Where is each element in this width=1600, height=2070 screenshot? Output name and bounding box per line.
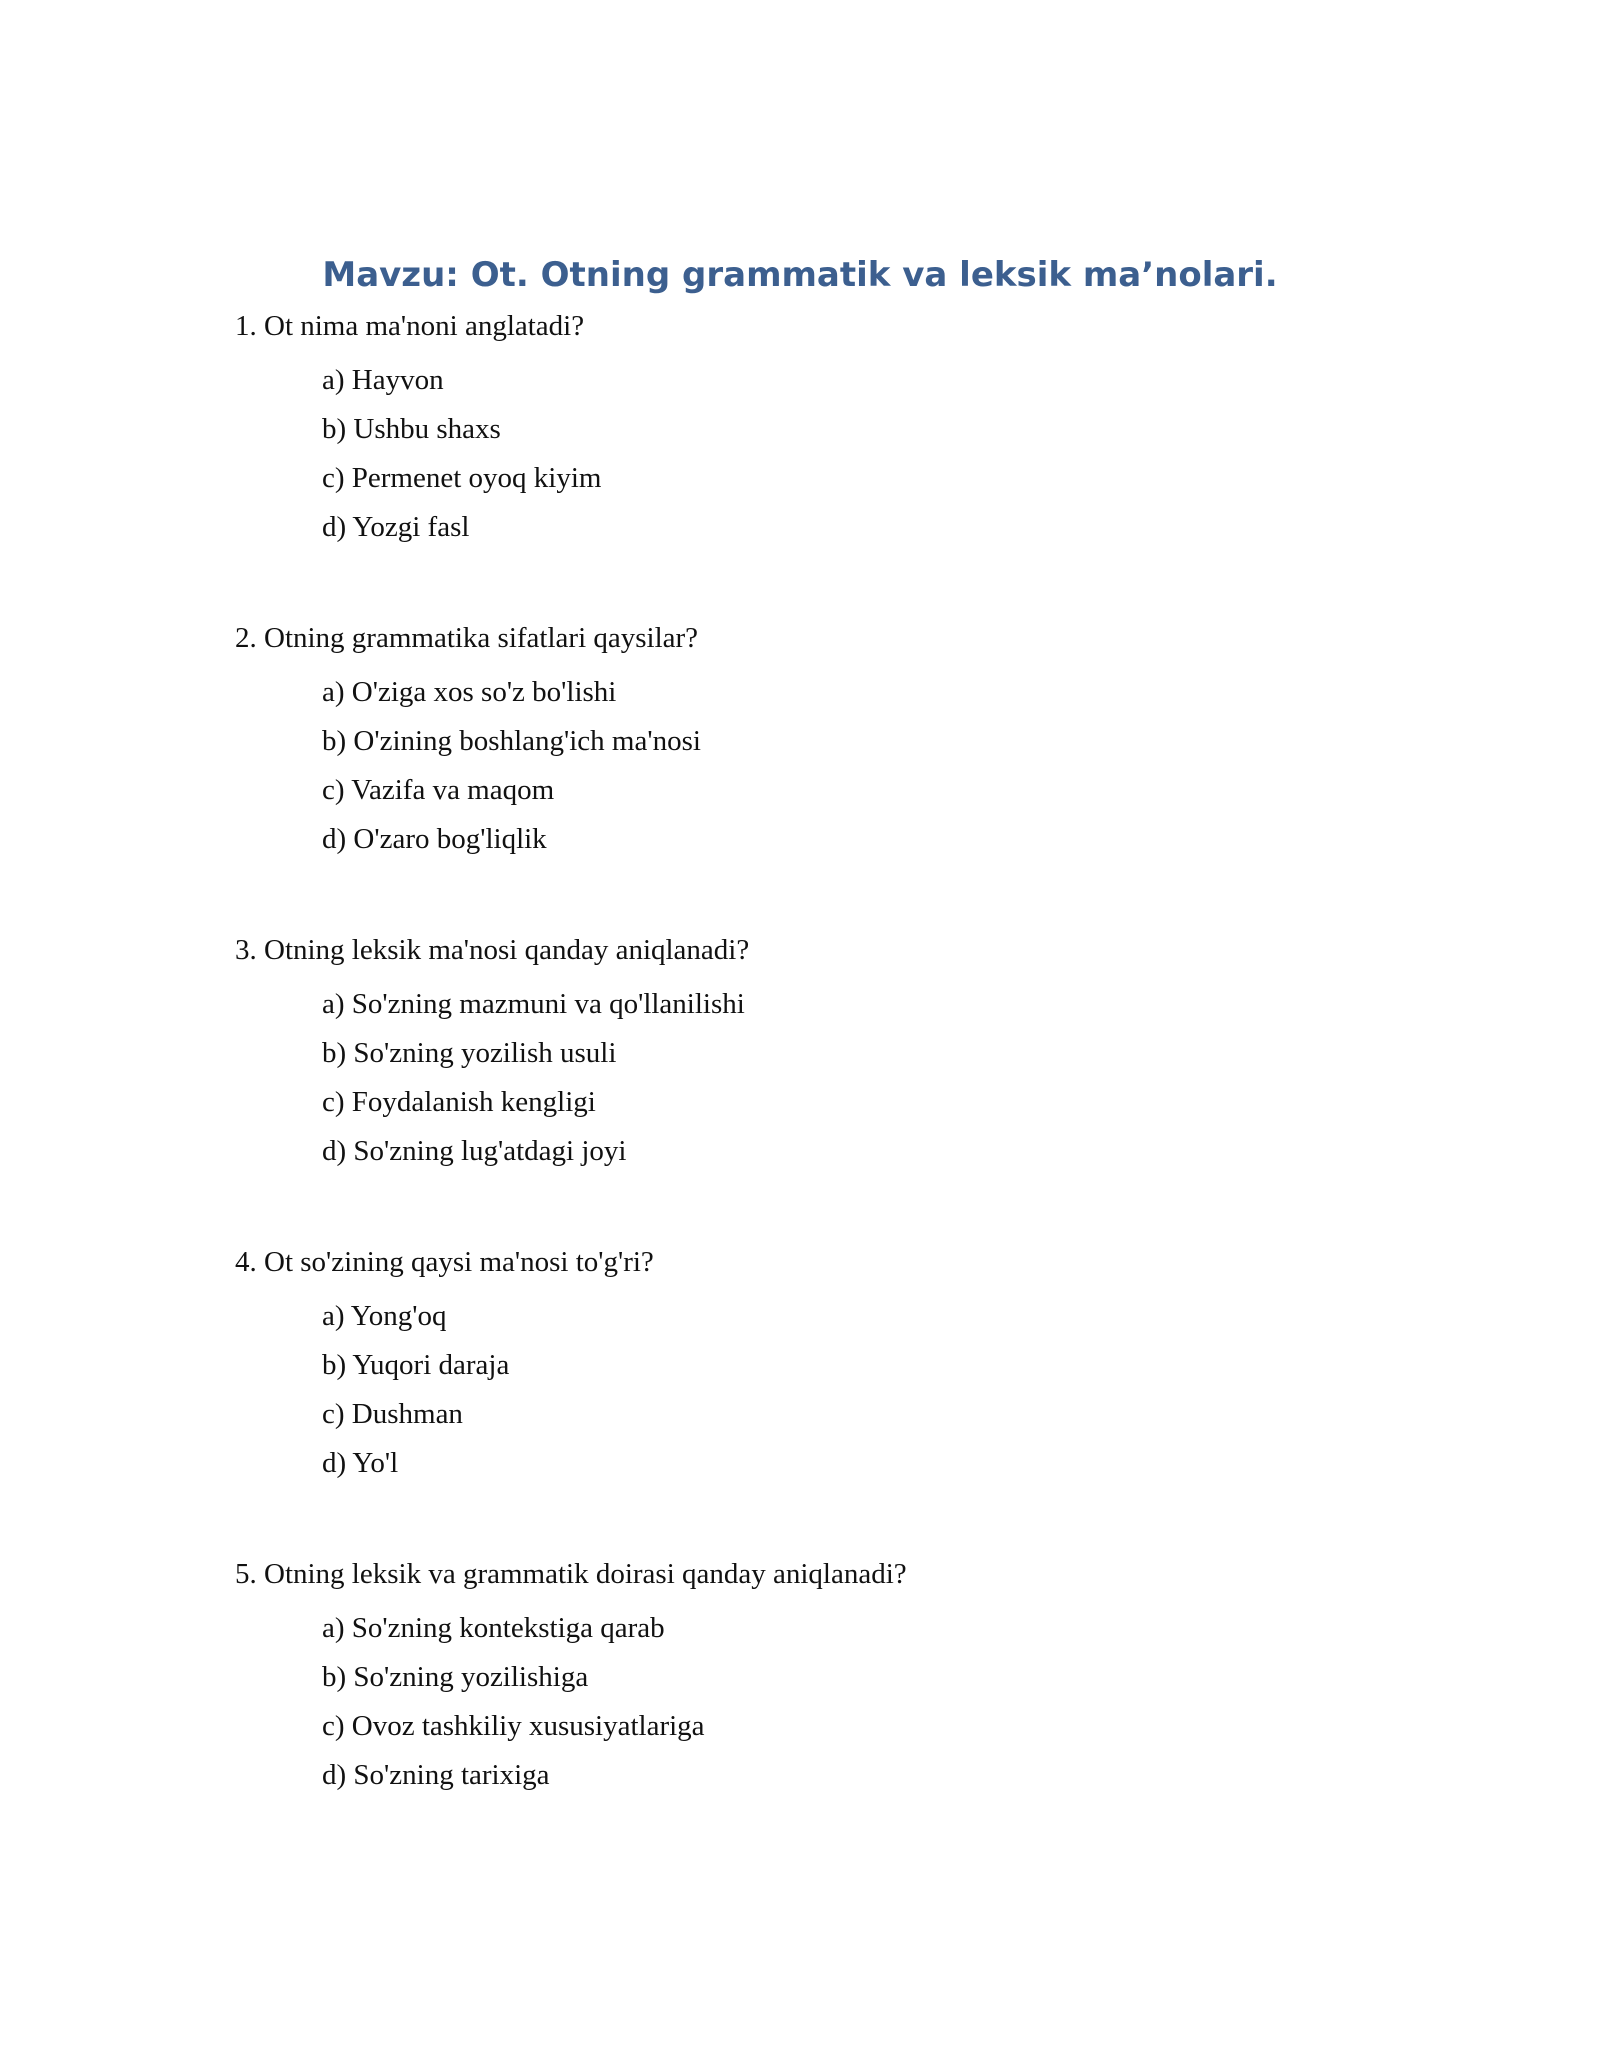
question-text: 5. Otning leksik va grammatik doirasi qanday aniqlanadi?	[235, 1558, 907, 1590]
answer-option-b: b) Ushbu shaxs	[322, 413, 501, 445]
answer-option-d: d) Yo'l	[322, 1447, 399, 1479]
answer-options	[235, 1292, 1435, 1488]
answer-option-c: c) Permenet oyoq kiyim	[322, 462, 602, 494]
quiz-list	[235, 306, 1435, 1866]
question-text: 1. Ot nima ma'noni anglatadi?	[235, 310, 585, 342]
answer-options	[235, 1604, 1435, 1800]
question-4	[235, 1242, 1435, 1488]
answer-options	[235, 980, 1435, 1176]
answer-option-d: d) So'zning lug'atdagi joyi	[322, 1135, 627, 1167]
answer-option-a: a) Yong'oq	[322, 1300, 447, 1332]
question-text: 4. Ot so'zining qaysi ma'nosi to'g'ri?	[235, 1246, 654, 1278]
answer-option-d: d) Yozgi fasl	[322, 511, 470, 543]
page-title: Mavzu: Ot. Otning grammatik va leksik ma’nolari.	[322, 255, 1278, 295]
question-5	[235, 1554, 1435, 1800]
question-text: 2. Otning grammatika sifatlari qaysilar?	[235, 622, 699, 654]
answer-option-a: a) So'zning kontekstiga qarab	[322, 1612, 665, 1644]
question-3	[235, 930, 1435, 1176]
question-2	[235, 618, 1435, 864]
answer-options	[235, 668, 1435, 864]
answer-option-c: c) Vazifa va maqom	[322, 774, 555, 806]
answer-options	[235, 356, 1435, 552]
answer-option-c: c) Ovoz tashkiliy xususiyatlariga	[322, 1710, 705, 1742]
answer-option-c: c) Foydalanish kengligi	[322, 1086, 596, 1118]
answer-option-b: b) Yuqori daraja	[322, 1349, 510, 1381]
answer-option-b: b) O'zining boshlang'ich ma'nosi	[322, 725, 701, 757]
question-text: 3. Otning leksik ma'nosi qanday aniqlanadi?	[235, 934, 750, 966]
question-1	[235, 306, 1435, 552]
answer-option-a: a) So'zning mazmuni va qo'llanilishi	[322, 988, 745, 1020]
answer-option-b: b) So'zning yozilish usuli	[322, 1037, 617, 1069]
answer-option-b: b) So'zning yozilishiga	[322, 1661, 589, 1693]
answer-option-d: d) O'zaro bog'liqlik	[322, 823, 547, 855]
answer-option-a: a) Hayvon	[322, 364, 444, 396]
answer-option-c: c) Dushman	[322, 1398, 463, 1430]
answer-option-d: d) So'zning tarixiga	[322, 1759, 550, 1791]
answer-option-a: a) O'ziga xos so'z bo'lishi	[322, 676, 617, 708]
